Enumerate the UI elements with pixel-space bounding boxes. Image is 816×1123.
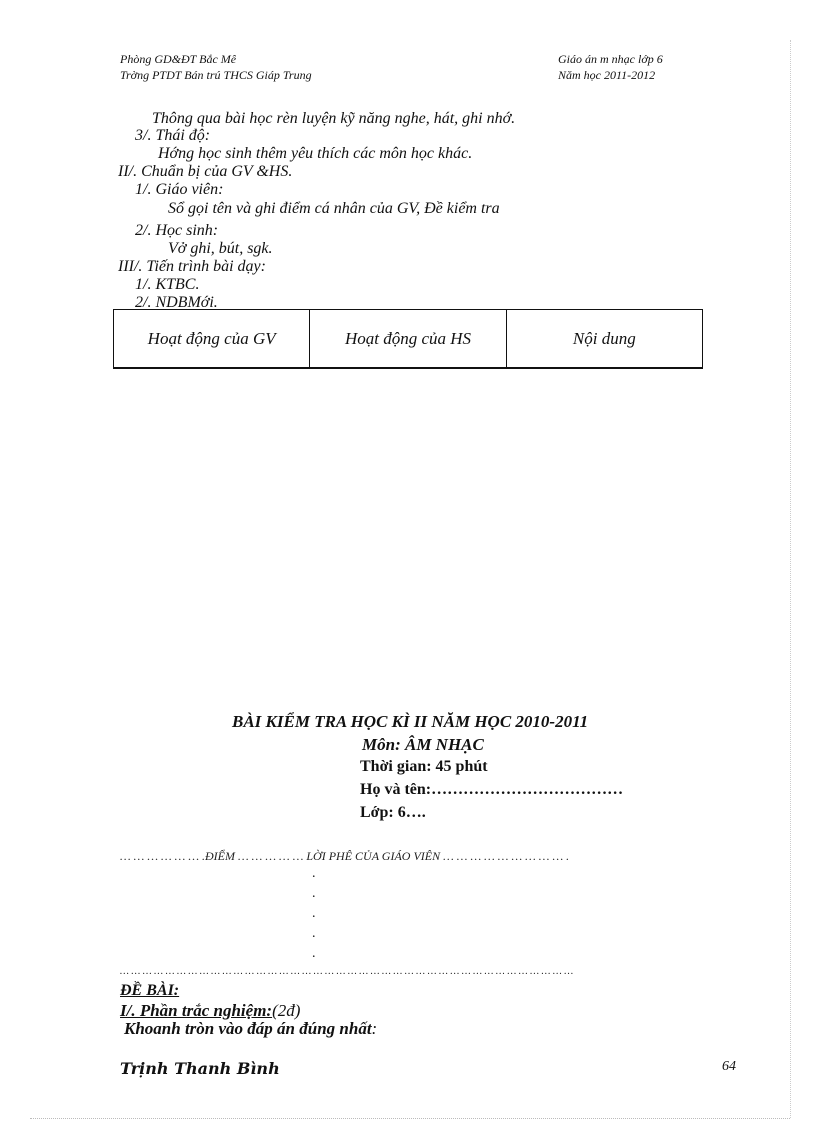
exam-title: BÀI KIỂM TRA HỌC KÌ II NĂM HỌC 2010-2011 [232,712,589,731]
dot-marker: . [312,886,316,901]
dot-marker: . [312,946,316,961]
ktbc-item: 1/. KTBC. [135,276,200,293]
attitude-text: Hớng học sinh thêm yêu thích các môn học khác. [158,145,473,162]
instruction-line [124,1019,377,1039]
header-lesson-plan: Giáo án m nhạc lớp 6 [558,52,663,66]
score-comment-line: … … … … … … .ĐIỂM … … … … … LỜI PHÊ CỦA GIÁO VIÊN … … … … … … … … … . [120,849,570,863]
process-heading: III/. Tiến trình bài dạy: [118,258,266,275]
table-header-student: Hoạt động của HS [310,310,506,367]
table-header-content: Nội dung [572,328,636,348]
instruction-text: Khoanh tròn vào đáp án đúng nhất [124,1019,372,1038]
student-text: Vở ghi, bút, sgk. [168,240,273,257]
student-name-field: Họ và tên:……………………………… [360,781,624,798]
student-heading: 2/. Học sinh: [135,222,219,239]
header-school-dept: Phòng GD&ĐT Bắc Mê [120,52,237,66]
skills-text: Thông qua bài học rèn luyện kỹ năng nghe, hát, ghi nhớ. [152,110,516,127]
activity-table [113,309,703,369]
student-class-field: Lớp: 6…. [360,804,426,821]
footer-author: Trịnh Thanh Bình [120,1059,280,1078]
teacher-text: Sổ gọi tên và ghi điểm cá nhân của GV, Đề kiểm tra [168,200,500,217]
exam-time: Thời gian: 45 phút [360,758,488,775]
ndbm-item: 2/. NDBMới. [135,294,218,311]
exam-heading: ĐỀ BÀI: [120,982,180,999]
part1-title: I/. Phần trắc nghiệm: [120,1001,273,1020]
attitude-heading: 3/. Thái độ: [135,127,211,144]
header-school-year: Năm học 2011-2012 [558,68,656,82]
table-header-teacher: Hoạt động của GV [114,310,310,367]
exam-subject: Môn: ÂM NHẠC [362,735,484,754]
page-bottom-border [30,1118,790,1119]
page-side-border [790,40,791,1118]
part1-heading [120,1001,300,1021]
dot-marker: . [312,926,316,941]
page-number: 64 [722,1059,736,1074]
header-school-name: Trờng PTDT Bán trú THCS Giáp Trung [120,68,312,82]
instruction-colon: : [371,1019,378,1038]
separator-dots: … … … … … … … … … … … … … … … … … … … … … … … … … … … … … … … … … … … … … … … … [120,966,574,977]
dot-marker: . [312,906,316,921]
dot-marker: . [312,866,316,881]
preparation-heading: II/. Chuẩn bị của GV &HS. [118,163,293,180]
part1-points: (2đ) [272,1001,301,1020]
teacher-heading: 1/. Giáo viên: [135,181,224,198]
